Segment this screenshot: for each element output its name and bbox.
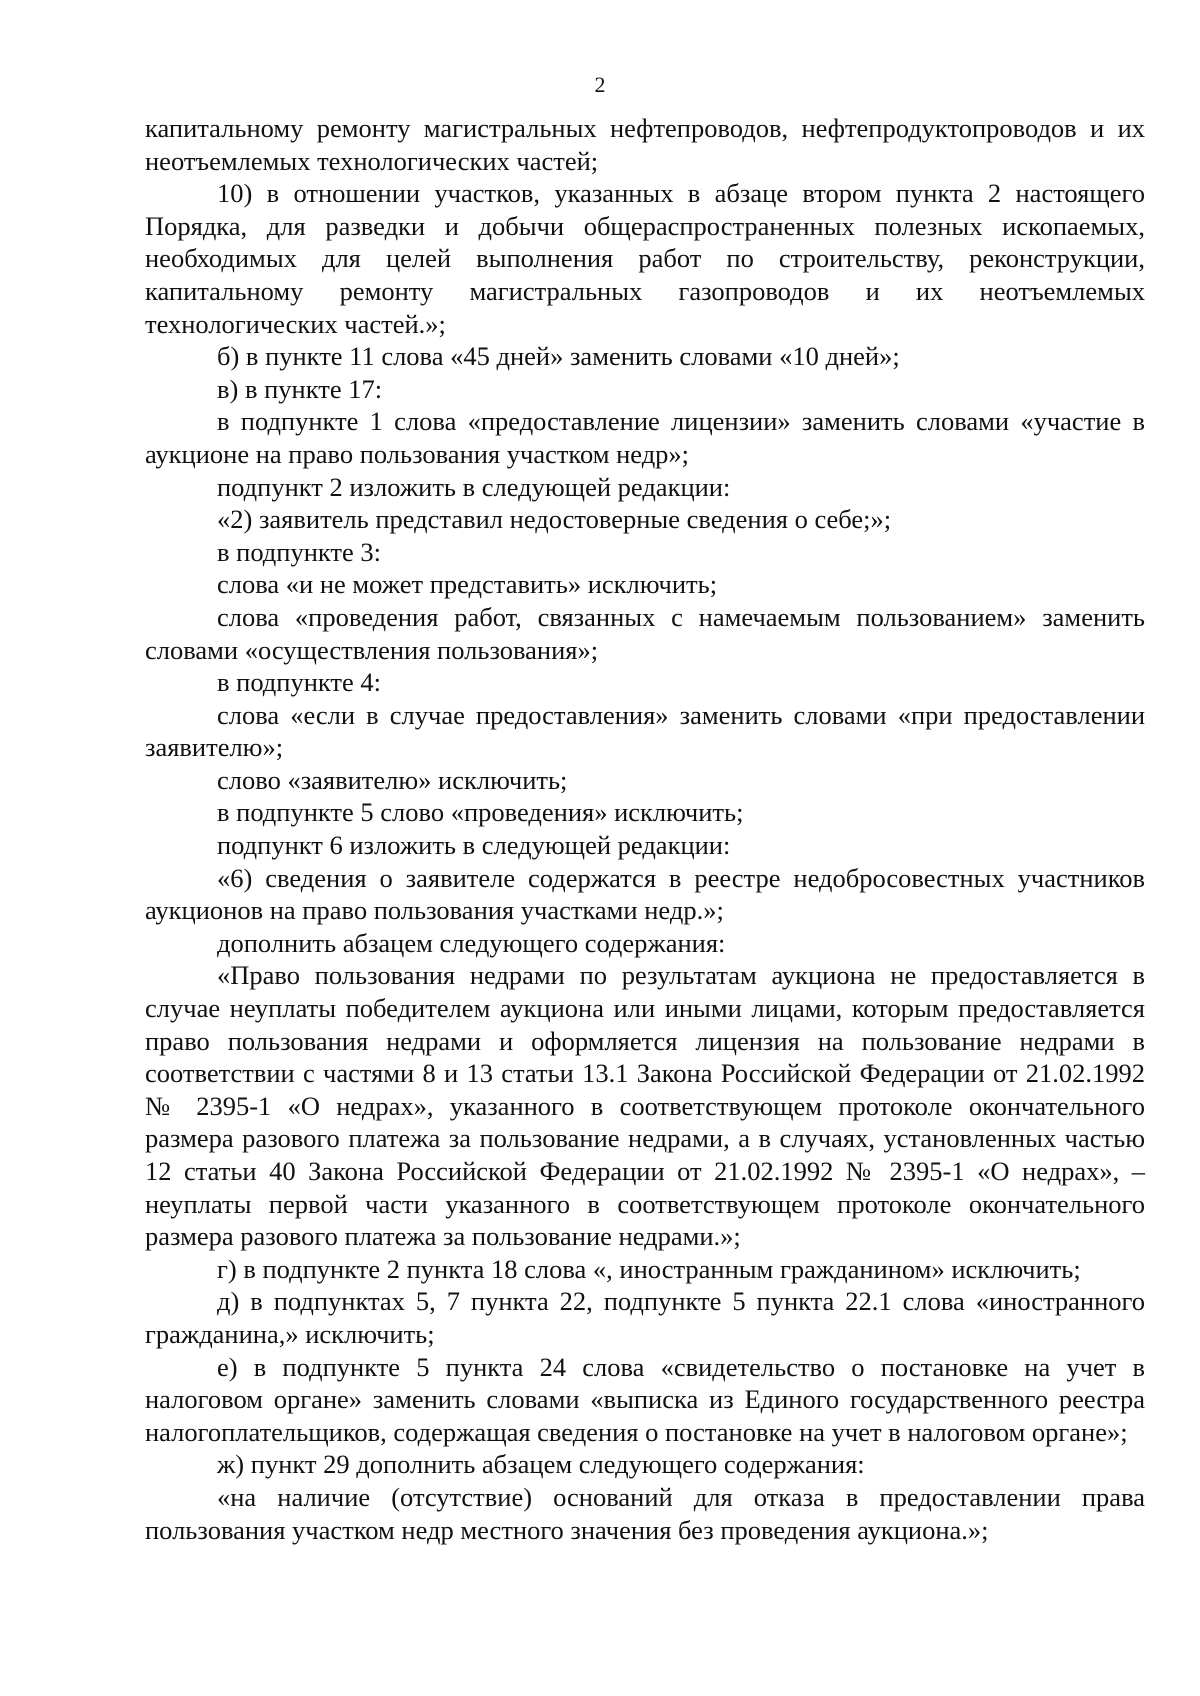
paragraph: в подпункте 3: — [217, 536, 382, 567]
page-number: 2 — [594, 72, 606, 97]
paragraph: в) в пункте 17: — [217, 373, 383, 404]
paragraph: капитальному ремонту магистральных нефтепроводов, нефтепродуктопроводов и их неотъемлемых технологических частей; — [145, 113, 1145, 176]
paragraph: «Право пользования недрами по результатам аукциона не предоставляется в случае неуплаты победителем аукциона или иными лицами, которым предоставляется право пользования недрами и оформляется лицензия на пользование недрами в соответствии с частями 8 и 13 статьи 13.1 Закона Российской Федерации от 21.02.1992 № 2395-1 «О недрах», указанного в соответствующем протоколе окончательного размера разового платежа за пользование недрами, а в случаях, установленных частью 12 статьи 40 Закона Российской Федерации от 21.02.1992 № 2395-1 «О недрах», – неуплаты первой части указанного в соответствующем протоколе окончательного размера разового платежа за пользование недрами.»; — [145, 960, 1145, 1252]
paragraph: в подпункте 5 слово «проведения» исключить; — [217, 797, 744, 828]
paragraph: е) в подпункте 5 пункта 24 слова «свидетельство о постановке на учет в налоговом органе» заменить словами «выписка из Единого государственного реестра налогоплательщиков, содержащая сведения о постановке на учет в налоговом органе»; — [145, 1351, 1145, 1447]
paragraph: в подпункте 1 слова «предоставление лицензии» заменить словами «участие в аукционе на право пользования участком недр»; — [145, 406, 1145, 469]
paragraph: 10) в отношении участков, указанных в абзаце втором пункта 2 настоящего Порядка, для разведки и добычи общераспространенных полезных ископаемых, необходимых для целей выполнения работ по строительству, реконструкции, капитальному ремонту магистральных газопроводов и их неотъемлемых технологических частей.»; — [145, 178, 1145, 339]
paragraph: в подпункте 4: — [217, 667, 382, 698]
document-body — [145, 112, 1145, 1546]
paragraph: дополнить абзацем следующего содержания: — [217, 927, 726, 958]
paragraph: слова «и не может представить» исключить; — [217, 569, 718, 600]
paragraph: слово «заявителю» исключить; — [217, 764, 568, 795]
paragraph: «2) заявитель представил недостоверные сведения о себе;»; — [217, 504, 892, 535]
paragraph: подпункт 2 изложить в следующей редакции: — [217, 471, 731, 502]
paragraph: «6) сведения о заявителе содержатся в реестре недобросовестных участников аукционов на право пользования участками недр.»; — [145, 862, 1145, 926]
paragraph: слова «если в случае предоставления» заменить словами «при предоставлении заявителю»; — [145, 699, 1145, 763]
paragraph: подпункт 6 изложить в следующей редакции: — [217, 830, 731, 861]
paragraph: слова «проведения работ, связанных с намечаемым пользованием» заменить словами «осуществления пользования»; — [145, 601, 1145, 665]
paragraph: г) в подпункте 2 пункта 18 слова «, иностранным гражданином» исключить; — [217, 1253, 1081, 1284]
paragraph: «на наличие (отсутствие) оснований для отказа в предоставлении права пользования участком недр местного значения без проведения аукциона.»; — [145, 1481, 1145, 1545]
paragraph: д) в подпунктах 5, 7 пункта 22, подпункте 5 пункта 22.1 слова «иностранного гражданина,» исключить; — [145, 1286, 1145, 1349]
paragraph: ж) пункт 29 дополнить абзацем следующего содержания: — [217, 1449, 865, 1480]
paragraph: б) в пункте 11 слова «45 дней» заменить словами «10 дней»; — [217, 341, 900, 372]
